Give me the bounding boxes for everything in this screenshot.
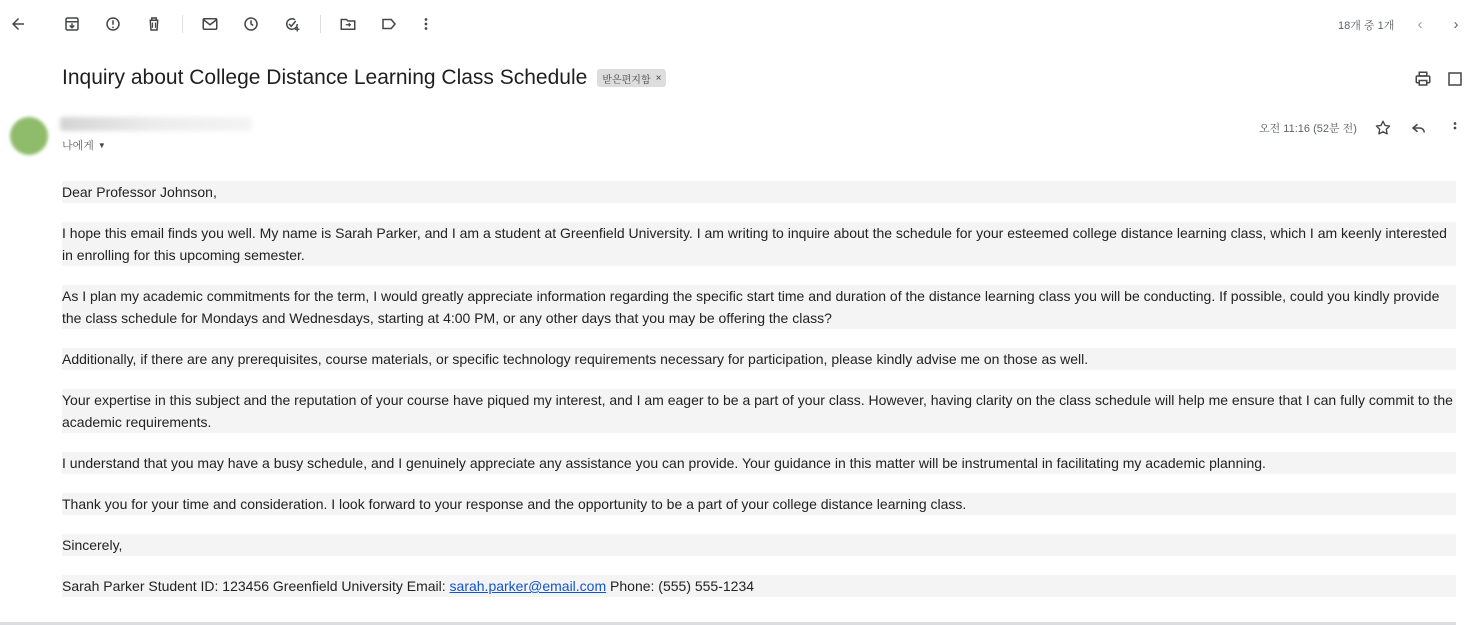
body-paragraph: I hope this email finds you well. My name is Sarah Parker, and I am a student at Greenfield University. I am writing to inquire about the schedule for your esteemed college distance learning class, which I am keenly interested in enrolling for this upcoming semester. bbox=[62, 222, 1456, 266]
delete-icon[interactable] bbox=[142, 12, 166, 36]
body-paragraph: I understand that you may have a busy schedule, and I genuinely appreciate any assistance you can provide. Your guidance in this matter will be instrumental in facilitating my academic planning. bbox=[62, 452, 1456, 474]
signature-prefix: Sarah Parker Student ID: 123456 Greenfield University Email: bbox=[62, 578, 450, 594]
toolbar-divider bbox=[320, 15, 321, 33]
remove-label-icon[interactable]: × bbox=[655, 72, 662, 84]
sender-name-redacted bbox=[60, 117, 252, 131]
inbox-label-chip[interactable] bbox=[597, 69, 666, 87]
open-new-window-icon[interactable] bbox=[1444, 68, 1466, 90]
email-link[interactable]: sarah.parker@email.com bbox=[449, 578, 607, 594]
recipient-details-toggle[interactable] bbox=[62, 137, 106, 153]
body-paragraph: Additionally, if there are any prerequisites, course materials, or specific technology requirements necessary for participation, please kindly advise me on those as well. bbox=[62, 348, 1456, 370]
email-timestamp: 오전 11:16 (52분 전) bbox=[1259, 123, 1357, 135]
more-vert-icon[interactable] bbox=[414, 12, 438, 36]
email-subject: Inquiry about College Distance Learning Class Schedule bbox=[62, 66, 588, 89]
recipient-text: 나에게 bbox=[62, 140, 94, 152]
body-paragraph: As I plan my academic commitments for the term, I would greatly appreciate information regarding the specific start time and duration of the distance learning class you will be conducting. If possible, could you kindly provide the class schedule for Mondays and Wednesdays, starting at 4:00 PM, or any other days that you may be offering the class? bbox=[62, 285, 1456, 329]
closing-paragraph: Sincerely, bbox=[62, 534, 1456, 556]
newer-chevron-icon[interactable]: ‹ bbox=[1417, 15, 1423, 33]
body-paragraph: Thank you for your time and consideration. I look forward to your response and the opportunity to be a part of your college distance learning class. bbox=[62, 493, 1456, 515]
archive-icon[interactable] bbox=[60, 12, 84, 36]
label-chip-text: 받은편지함 bbox=[602, 74, 651, 86]
body-paragraph: Your expertise in this subject and the reputation of your course have piqued my interest, and I am eager to be a part of your class. However, having clarity on the class schedule will help me ensure that I can fully commit to the academic requirements. bbox=[62, 389, 1456, 433]
email-body bbox=[62, 181, 1456, 616]
caret-down-icon: ▼ bbox=[97, 140, 106, 150]
greeting-paragraph: Dear Professor Johnson, bbox=[62, 181, 1456, 203]
toolbar-divider bbox=[182, 15, 183, 33]
subject-row bbox=[62, 64, 666, 92]
signature-suffix: Phone: (555) 555-1234 bbox=[606, 578, 755, 594]
message-toolbar bbox=[0, 0, 1459, 50]
reply-icon[interactable] bbox=[1408, 117, 1430, 139]
print-icon[interactable] bbox=[1412, 68, 1434, 90]
snooze-icon[interactable] bbox=[239, 12, 263, 36]
star-icon[interactable] bbox=[1372, 117, 1394, 139]
older-chevron-icon[interactable]: › bbox=[1453, 15, 1459, 33]
report-spam-icon[interactable] bbox=[101, 12, 125, 36]
back-arrow-icon[interactable] bbox=[6, 12, 30, 36]
signature-paragraph bbox=[62, 575, 1456, 597]
add-task-icon[interactable] bbox=[280, 12, 304, 36]
message-more-icon[interactable] bbox=[1444, 117, 1466, 139]
move-to-icon[interactable] bbox=[336, 12, 360, 36]
pager-count: 18개 중 1개 bbox=[1338, 20, 1395, 32]
mark-unread-icon[interactable] bbox=[198, 12, 222, 36]
sender-avatar[interactable] bbox=[10, 117, 48, 155]
label-icon[interactable] bbox=[377, 12, 401, 36]
